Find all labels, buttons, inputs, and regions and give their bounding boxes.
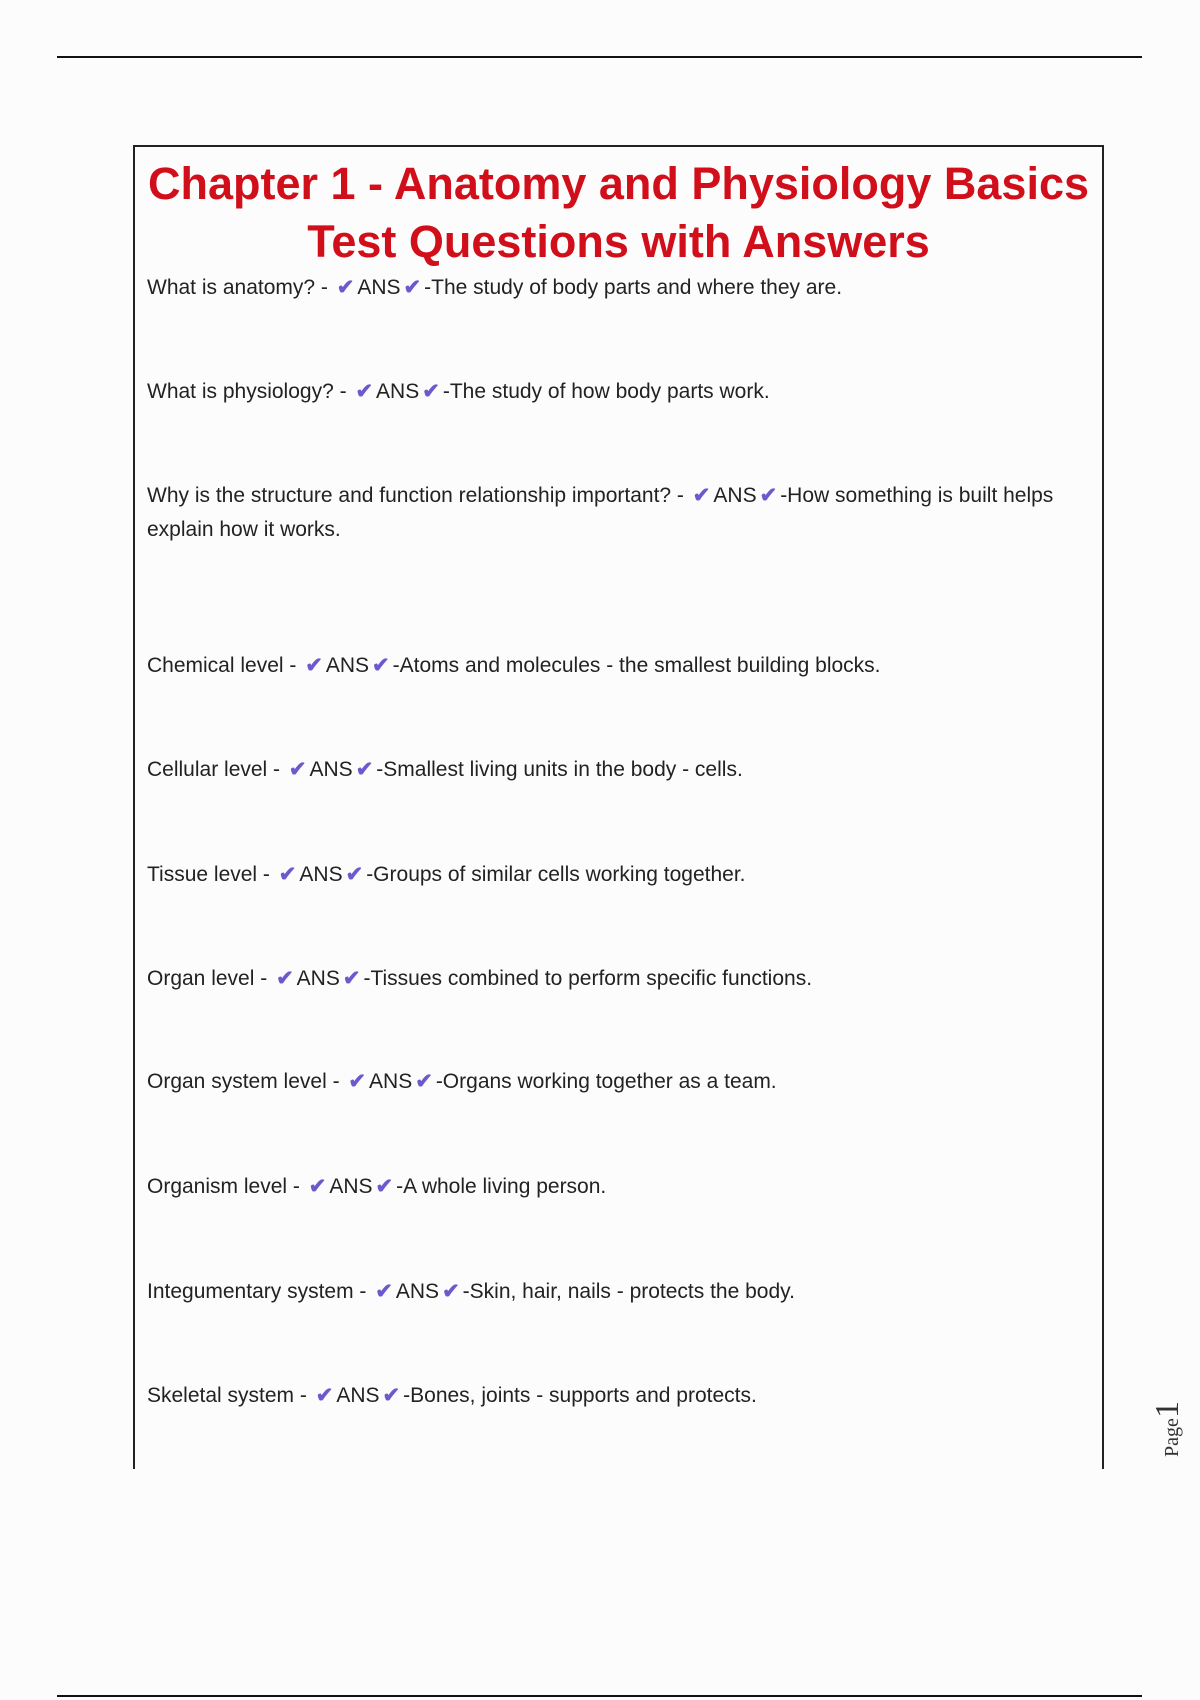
qa-item [147,649,1082,683]
check-icon: ✔ [276,967,294,990]
answer-text: -Smallest living units in the body - cells. [376,758,743,781]
answer-text: -The study of how body parts work. [442,380,770,403]
qa-item [147,375,1082,409]
check-icon: ✔ [345,863,364,886]
check-icon: ✔ [336,276,355,299]
title-line-2: Test Questions with Answers [307,216,930,267]
check-icon: ✔ [375,1175,394,1198]
check-icon: ✔ [422,380,440,403]
qa-item [147,962,1082,996]
check-icon: ✔ [355,758,374,781]
question-text: Skeletal system - [147,1384,307,1407]
question-text: What is physiology? - [147,380,347,403]
check-icon: ✔ [415,1070,433,1093]
qa-item [147,1275,1082,1309]
answer-text: -The study of body parts and where they are. [424,276,843,299]
qa-item [147,753,1082,787]
check-icon: ✔ [375,1280,393,1303]
ans-label: ANS [713,484,757,507]
answer-text: -Groups of similar cells working together. [366,863,746,886]
question-text: Organ level - [147,967,268,990]
answer-text: -Atoms and molecules - the smallest building blocks. [392,654,881,677]
answer-text: -How something is built helps explain how it works. [147,484,1054,541]
question-text: Organ system level - [147,1070,340,1093]
page-number-value: 1 [1148,1401,1186,1419]
check-icon: ✔ [382,1384,401,1407]
answer-text: -Organs working together as a team. [435,1070,777,1093]
check-icon: ✔ [372,654,390,677]
check-icon: ✔ [759,484,778,507]
question-text: Organism level - [147,1175,300,1198]
page-number [1149,1401,1187,1457]
ans-label: ANS [395,1280,440,1303]
check-icon: ✔ [355,380,374,403]
question-text: Chemical level - [147,654,297,677]
header-rule [57,56,1142,58]
check-icon: ✔ [305,654,323,677]
page-word: Page [1160,1418,1183,1457]
ans-label: ANS [336,1384,380,1407]
check-icon: ✔ [278,863,297,886]
question-text: Cellular level - [147,758,281,781]
check-icon: ✔ [342,967,361,990]
answer-text: -Skin, hair, nails - protects the body. [462,1280,795,1303]
check-icon: ✔ [308,1175,327,1198]
question-text: Integumentary system - [147,1280,367,1303]
title-line-1: Chapter 1 - Anatomy and Physiology Basics [147,158,1090,209]
qa-item [147,1065,1082,1099]
question-text: What is anatomy? - [147,276,328,299]
ans-label: ANS [357,276,401,299]
answer-text: -A whole living person. [396,1175,607,1198]
ans-label: ANS [299,863,343,886]
check-icon: ✔ [692,484,711,507]
question-text: Tissue level - [147,863,270,886]
ans-label: ANS [325,654,370,677]
ans-label: ANS [329,1175,373,1198]
answer-text: -Bones, joints - supports and protects. [403,1384,757,1407]
check-icon: ✔ [403,276,422,299]
qa-item [147,271,1082,305]
check-icon: ✔ [348,1070,367,1093]
answer-text: -Tissues combined to perform specific functions. [363,967,813,990]
check-icon: ✔ [442,1280,460,1303]
check-icon: ✔ [315,1384,334,1407]
qa-item [147,1170,1082,1204]
qa-item [147,858,1082,892]
ans-label: ANS [369,1070,413,1093]
footer-rule [57,1695,1142,1697]
ans-label: ANS [376,380,420,403]
check-icon: ✔ [288,758,307,781]
qa-item [147,1379,1082,1413]
document-title [135,155,1102,271]
qa-item [147,479,1082,547]
ans-label: ANS [309,758,353,781]
document-frame [133,145,1104,1469]
question-text: Why is the structure and function relationship important? - [147,484,684,507]
ans-label: ANS [296,967,340,990]
